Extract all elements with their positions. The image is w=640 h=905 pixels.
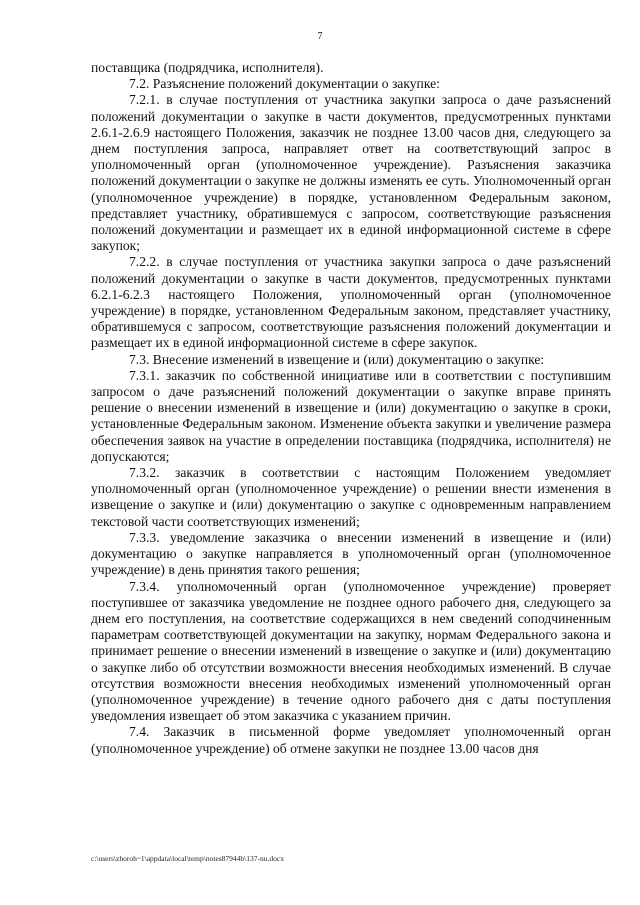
paragraph-7-2-1: 7.2.1. в случае поступления от участника закупки запроса о даче разъяснений положений документации о закупке в части документов, предусмотренных пунктами 2.6.1-2.6.9 настоящего Положения, заказчик не позднее 13.00 часов дня, следующего за днем поступления запроса, направляет ответ на соответствующий запрос в уполномоченный орган (уполномоченное учреждение). Разъяснения заказчика положений документации о закупке не должны изменять ее суть. Уполномоченный орган (уполномоченное учреждение) в порядке, установленном Федеральным законом, представляет участнику, обратившемуся с запросом, соответствующие разъяснения положений документации и размещает их в единой информационной системе в сфере закупок; — [91, 92, 611, 254]
page-number: 7 — [317, 31, 323, 42]
paragraph-7-3-1: 7.3.1. заказчик по собственной инициативе или в соответствии с поступившим запросом о даче разъяснений положений документации о закупке вправе принять решение о внесении изменений в извещение и (или) документацию о закупке в сроки, установленные Федеральным законом. Изменение объекта закупки и увеличение размера обеспечения заявок на участие в определении поставщика (подрядчика, исполнителя) не допускаются; — [91, 367, 611, 464]
paragraph-7-3-heading: 7.3. Внесение изменений в извещение и (или) документацию о закупке: — [129, 351, 545, 367]
paragraph-continuation: поставщика (подрядчика, исполнителя). — [91, 60, 324, 75]
paragraph-7-2-2: 7.2.2. в случае поступления от участника закупки запроса о даче разъяснений положений документации о закупке в части документов, предусмотренных пунктами 6.2.1-6.2.3 настоящего Положения, уполномоченный орган (уполномоченное учреждение) в порядке, установленном Федеральным законом, представляет участнику, обратившемуся с запросом, соответствующие разъяснения положений документации и размещает их в единой информационной системе в сфере закупок. — [91, 254, 611, 351]
footer-file-path: c:\users\zhoroh~1\appdata\local\temp\notes87944b\137-nu.docx — [91, 854, 284, 863]
paragraph-7-3-2: 7.3.2. заказчик в соответствии с настоящим Положением уведомляет уполномоченный орган (уполномоченное учреждение) о решении внести изменения в извещение о закупке и (или) документацию о закупке с одновременным направлением текстовой части соответствующих изменений; — [91, 465, 611, 529]
paragraph-7-3-3: 7.3.3. уведомление заказчика о внесении изменений в извещение и (или) документацию о закупке направляется в уполномоченный орган (уполномоченное учреждение) в день принятия такого решения; — [91, 529, 611, 578]
document-body — [91, 60, 611, 757]
paragraph-7-2-heading: 7.2. Разъяснение положений документации о закупке: — [129, 76, 440, 92]
paragraph-7-4: 7.4. Заказчик в письменной форме уведомляет уполномоченный орган (уполномоченное учреждение) об отмене закупки не позднее 13.00 часов дня — [91, 724, 611, 756]
paragraph-7-3-4: 7.3.4. уполномоченный орган (уполномоченное учреждение) проверяет поступившее от заказчика уведомление не позднее одного рабочего дня, следующего за днем его поступления, на соответствие содержащихся в нем сведений соподчиненным параметрам соответствующей документации на закупку, нормам Федерального закона и принимает решение о внесении изменений в извещение о закупке и (или) документацию о закупке либо об отсутствии возможности внесения необходимых изменений. В случае отсутствия возможности внесения необходимых изменений уполномоченный орган (уполномоченное учреждение) в течение одного рабочего дня с даты поступления уведомления извещает об этом заказчика с указанием причин. — [91, 578, 611, 724]
